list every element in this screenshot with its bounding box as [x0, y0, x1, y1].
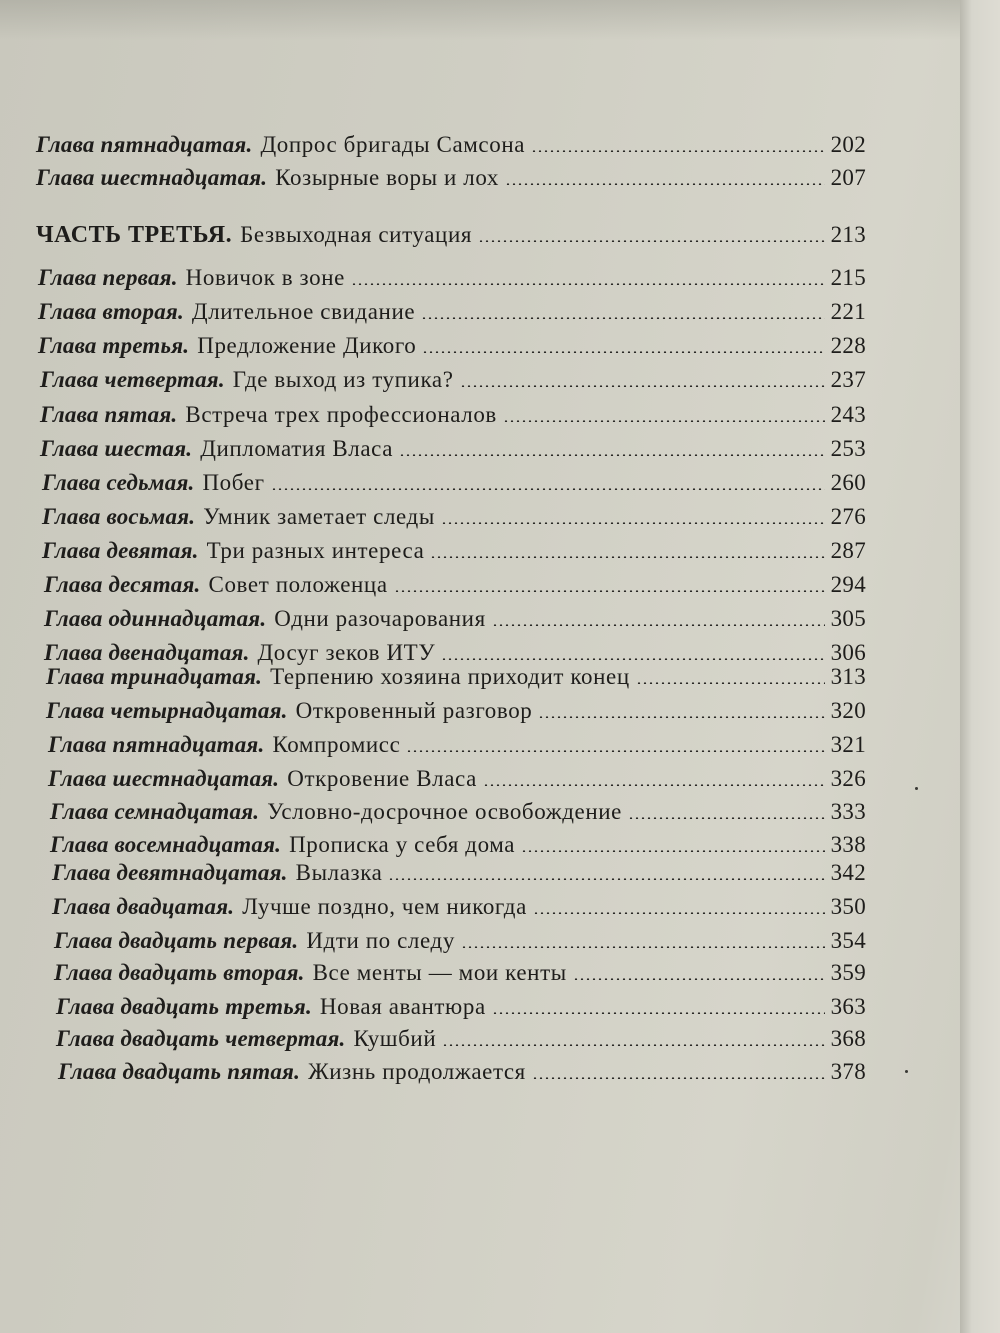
- toc-chapter-label: Глава восемнадцатая.: [50, 832, 282, 857]
- toc-page-number: 313: [830, 664, 866, 689]
- toc-entry: [50, 797, 866, 827]
- toc-chapter-label: Глава двадцать вторая.: [54, 960, 305, 985]
- toc-entry: [54, 958, 866, 988]
- toc-chapter-label: Глава пятнадцатая.: [48, 732, 265, 757]
- dot-leader: [505, 183, 825, 185]
- toc-title: Прописка у себя дома: [289, 832, 516, 857]
- dot-leader: [399, 454, 825, 456]
- toc-page-number: 305: [830, 606, 866, 631]
- toc-chapter-label: Глава десятая.: [44, 572, 201, 597]
- dot-leader: [271, 488, 825, 490]
- toc-page-number: 342: [830, 860, 866, 885]
- toc-chapter-label: Глава двадцатая.: [52, 894, 235, 919]
- toc-entry: [44, 570, 866, 600]
- toc-page-number: 287: [830, 538, 866, 563]
- toc-title: Козырные воры и лох: [275, 165, 499, 190]
- toc-title: Условно-досрочное освобождение: [267, 799, 622, 824]
- dot-leader: [422, 351, 824, 353]
- dot-leader: [503, 420, 825, 422]
- toc-title: Побег: [202, 470, 265, 495]
- toc-chapter-label: Глава двадцать первая.: [54, 928, 299, 953]
- toc-entry: [46, 696, 866, 726]
- toc-title: Все менты — мои кенты: [312, 960, 567, 985]
- toc-chapter-label: Глава третья.: [38, 333, 190, 358]
- toc-title: Безвыходная ситуация: [240, 222, 473, 247]
- toc-title: Где выход из тупика?: [232, 367, 454, 392]
- toc-page-number: 378: [830, 1059, 866, 1084]
- toc-chapter-label: Глава девятая.: [42, 538, 199, 563]
- dot-leader: [406, 750, 824, 752]
- toc-chapter-label: Глава пятая.: [40, 402, 178, 427]
- toc-title: Совет положенца: [208, 572, 388, 597]
- paper-speck: [905, 1070, 908, 1073]
- dot-leader: [531, 150, 825, 152]
- toc-title: Кушбий: [353, 1026, 437, 1051]
- toc-title: Терпению хозяина приходит конец: [270, 664, 630, 689]
- dot-leader: [492, 624, 825, 626]
- toc-entry: [40, 365, 866, 395]
- dot-leader: [441, 522, 825, 524]
- toc-page-number: 237: [830, 367, 866, 392]
- dot-leader: [430, 556, 824, 558]
- toc-chapter-label: Глава девятнадцатая.: [52, 860, 288, 885]
- toc-title: Новичок в зоне: [185, 265, 345, 290]
- toc-entry: [56, 1024, 866, 1054]
- dot-leader: [388, 878, 824, 880]
- toc-title: Одни разочарования: [274, 606, 486, 631]
- toc-chapter-label: Глава четырнадцатая.: [46, 698, 288, 723]
- toc-title: Вылазка: [295, 860, 383, 885]
- dot-leader: [461, 946, 825, 948]
- toc-title: Компромисс: [272, 732, 401, 757]
- toc-entry: [38, 331, 866, 361]
- toc-page-number: 207: [830, 165, 866, 190]
- toc-entry: [52, 892, 866, 922]
- toc-title: Досуг зеков ИТУ: [257, 640, 436, 665]
- dot-leader: [478, 240, 825, 242]
- toc-page-number: 320: [830, 698, 866, 723]
- toc-page-number: 215: [830, 265, 866, 290]
- toc-entry: [42, 502, 866, 532]
- dot-leader: [533, 912, 825, 914]
- toc-chapter-label: Глава двадцать четвертая.: [56, 1026, 346, 1051]
- toc-page-number: 363: [830, 994, 866, 1019]
- dot-leader: [351, 283, 825, 285]
- toc-title: Длительное свидание: [191, 299, 416, 324]
- toc-title: Новая авантюра: [319, 994, 486, 1019]
- toc-part-label: ЧАСТЬ ТРЕТЬЯ.: [36, 222, 233, 248]
- toc-entry: [42, 536, 866, 566]
- toc-chapter-label: Глава первая.: [38, 265, 178, 290]
- toc-entry: [58, 1057, 866, 1087]
- dot-leader: [521, 850, 825, 852]
- toc-page-number: 228: [830, 333, 866, 358]
- toc-chapter-label: Глава одиннадцатая.: [44, 606, 267, 631]
- toc-chapter-label: Глава шестнадцатая.: [36, 165, 268, 190]
- toc-title: Допрос бригады Самсона: [260, 132, 526, 157]
- toc-title: Лучше поздно, чем никогда: [242, 894, 527, 919]
- toc-title: Жизнь продолжается: [308, 1059, 526, 1084]
- toc-chapter-label: Глава пятнадцатая.: [36, 132, 253, 157]
- toc-chapter-label: Глава тринадцатая.: [46, 664, 263, 689]
- toc-entry: [38, 263, 866, 293]
- dot-leader: [394, 590, 825, 592]
- toc-title: Встреча трех профессионалов: [185, 402, 497, 427]
- toc-entry: [36, 220, 866, 250]
- toc-page-number: 354: [830, 928, 866, 953]
- dot-leader: [573, 978, 825, 980]
- toc-page-number: 294: [830, 572, 866, 597]
- toc-entry: [36, 130, 866, 160]
- toc-title: Идти по следу: [306, 928, 455, 953]
- toc-chapter-label: Глава двадцать пятая.: [58, 1059, 301, 1084]
- toc-entry: [40, 434, 866, 464]
- dot-leader: [483, 784, 825, 786]
- toc-chapter-label: Глава семнадцатая.: [50, 799, 260, 824]
- toc-page-number: 221: [830, 299, 866, 324]
- toc-page-number: 213: [830, 222, 866, 247]
- toc-chapter-label: Глава вторая.: [38, 299, 184, 324]
- toc-chapter-label: Глава шестнадцатая.: [48, 766, 280, 791]
- toc-page-number: 276: [830, 504, 866, 529]
- toc-title: Предложение Дикого: [197, 333, 417, 358]
- toc-chapter-label: Глава двенадцатая.: [44, 640, 250, 665]
- toc-title: Дипломатия Власа: [200, 436, 394, 461]
- toc-page-number: 202: [830, 132, 866, 157]
- toc-page-number: 243: [830, 402, 866, 427]
- dot-leader: [421, 317, 824, 319]
- toc-page-number: 260: [830, 470, 866, 495]
- toc-chapter-label: Глава седьмая.: [42, 470, 195, 495]
- toc-chapter-label: Глава двадцать третья.: [56, 994, 312, 1019]
- toc-chapter-label: Глава четвертая.: [40, 367, 225, 392]
- toc-entry: [48, 764, 866, 794]
- toc-chapter-label: Глава восьмая.: [42, 504, 196, 529]
- toc-entry: [54, 926, 866, 956]
- toc-title: Откровение Власа: [287, 766, 477, 791]
- toc-entry: [48, 730, 866, 760]
- toc-title: Откровенный разговор: [295, 698, 533, 723]
- dot-leader: [460, 385, 825, 387]
- toc-page-number: 306: [830, 640, 866, 665]
- toc-entry: [42, 468, 866, 498]
- toc-page-number: 333: [830, 799, 866, 824]
- toc-page-number: 350: [830, 894, 866, 919]
- paper-speck: [915, 787, 918, 790]
- dot-leader: [538, 716, 824, 718]
- toc-page-number: 253: [830, 436, 866, 461]
- toc-entry: [44, 604, 866, 634]
- toc-page-number: 368: [830, 1026, 866, 1051]
- dot-leader: [441, 658, 824, 660]
- toc-entry: [56, 992, 866, 1022]
- dot-leader: [628, 817, 825, 819]
- toc-chapter-label: Глава шестая.: [40, 436, 193, 461]
- dot-leader: [636, 682, 825, 684]
- toc-title: Умник заметает следы: [203, 504, 435, 529]
- toc-entry: [52, 858, 866, 888]
- toc-entry: [50, 830, 866, 860]
- toc-page-number: 326: [830, 766, 866, 791]
- dot-leader: [492, 1012, 825, 1014]
- toc-page-number: 338: [830, 832, 866, 857]
- toc-page-number: 321: [830, 732, 866, 757]
- toc-title: Три разных интереса: [206, 538, 425, 563]
- dot-leader: [442, 1044, 824, 1046]
- toc-page-number: 359: [830, 960, 866, 985]
- toc-entry: [46, 662, 866, 692]
- toc-entry: [38, 297, 866, 327]
- toc-entry: [36, 163, 866, 193]
- toc-entry: [40, 400, 866, 430]
- dot-leader: [532, 1077, 825, 1079]
